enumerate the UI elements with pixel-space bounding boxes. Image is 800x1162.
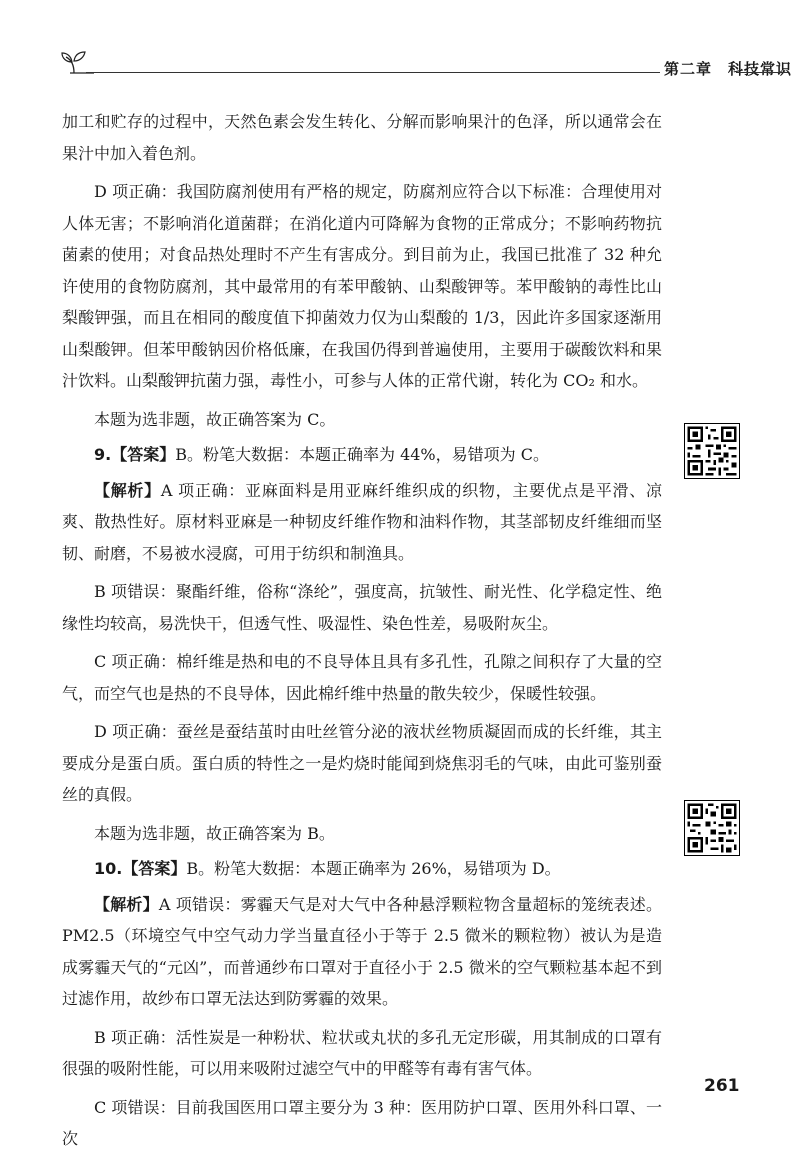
paragraph: B 项正确：活性炭是一种粉状、粒状或丸状的多孔无定形碳，用其制成的口罩有很强的吸附性能，可以用来吸附过滤空气中的甲醛等有毒有害气体。 bbox=[62, 1027, 662, 1078]
header-rule-left bbox=[86, 72, 660, 73]
analysis-paragraph: 【解析】A 项正确：亚麻面料是用亚麻纤维织成的织物，主要优点是平滑、凉爽、散热性好。原材料亚麻是一种韧皮纤维作物和油料作物，其茎部韧皮纤维细而坚韧、耐磨，不易被水浸腐，可用于纺织和制渔具。 bbox=[62, 480, 662, 563]
paragraph: C 项正确：棉纤维是热和电的不良导体且具有多孔性，孔隙之间积存了大量的空气，而空气也是热的不良导体，因此棉纤维中热量的散失较少，保暖性较强。 bbox=[62, 652, 662, 703]
paragraph: 本题为选非题，故正确答案为 C。 bbox=[94, 409, 336, 429]
paragraph: 本题为选非题，故正确答案为 B。 bbox=[94, 823, 335, 843]
qr-code-icon[interactable] bbox=[684, 423, 740, 479]
analysis-label: 【解析】 bbox=[94, 480, 161, 500]
page-number: 261 bbox=[704, 1076, 740, 1096]
page-body bbox=[62, 106, 662, 1162]
paragraph: 加工和贮存的过程中，天然色素会发生转化、分解而影响果汁的色泽，所以通常会在果汁中加入着色剂。 bbox=[62, 112, 662, 163]
analysis-paragraph: 【解析】A 项错误：雾霾天气是对大气中各种悬浮颗粒物含量超标的笼统表述。PM2.5（环境空气中空气动力学当量直径小于等于 2.5 微米的颗粒物）被认为是造成雾霾天气的“元凶”，而普通纱布口罩对于直径小于 2.5 微米的空气颗粒基本起不到过滤作用，故纱布口罩无法达到防雾霾的效果。 bbox=[62, 894, 662, 1008]
paragraph: D 项正确：我国防腐剂使用有严格的规定，防腐剂应符合以下标准：合理使用对人体无害；不影响消化道菌群；在消化道内可降解为食物的正常成分；不影响药物抗菌素的使用；对食品热处理时不产生有害成分。到目前为止，我国已批准了 32 种允许使用的食物防腐剂，其中最常用的有苯甲酸钠、山梨酸钾等。苯甲酸钠的毒性比山梨酸钾强，而且在相同的酸度值下抑菌效力仅为山梨酸的 1/3，因此许多国家逐渐用山梨酸钾。但苯甲酸钠因价格低廉，在我国仍得到普遍使用，主要用于碳酸饮料和果汁饮料。山梨酸钾抗菌力强，毒性小，可参与人体的正常代谢，转化为 CO₂ 和水。 bbox=[62, 182, 662, 390]
chapter-title: 第二章 科技常识 bbox=[664, 60, 793, 78]
answer-label: 10.【答案】 bbox=[94, 859, 187, 878]
page-header bbox=[60, 48, 793, 82]
header-rule-right bbox=[736, 72, 788, 73]
paragraph: D 项正确：蚕丝是蚕结茧时由吐丝管分泌的液状丝物质凝固而成的长纤维，其主要成分是蛋白质。蛋白质的特性之一是灼烧时能闻到烧焦羽毛的气味，由此可鉴别蚕丝的真假。 bbox=[62, 722, 662, 804]
sprout-logo-icon bbox=[60, 48, 94, 80]
analysis-label: 【解析】 bbox=[94, 894, 159, 914]
answer-paragraph: 10.【答案】B。粉笔大数据：本题正确率为 26%，易错项为 D。 bbox=[94, 859, 561, 878]
paragraph: C 项错误：目前我国医用口罩主要分为 3 种：医用防护口罩、医用外科口罩、一次 bbox=[62, 1097, 662, 1148]
qr-code-icon[interactable] bbox=[684, 800, 740, 856]
answer-paragraph: 9.【答案】B。粉笔大数据：本题正确率为 44%，易错项为 C。 bbox=[94, 445, 549, 464]
answer-label: 9.【答案】 bbox=[94, 445, 176, 464]
paragraph: B 项错误：聚酯纤维，俗称“涤纶”，强度高，抗皱性、耐光性、化学稳定性、绝缘性均较高，易洗快干，但透气性、吸湿性、染色性差，易吸附灰尘。 bbox=[62, 582, 662, 633]
